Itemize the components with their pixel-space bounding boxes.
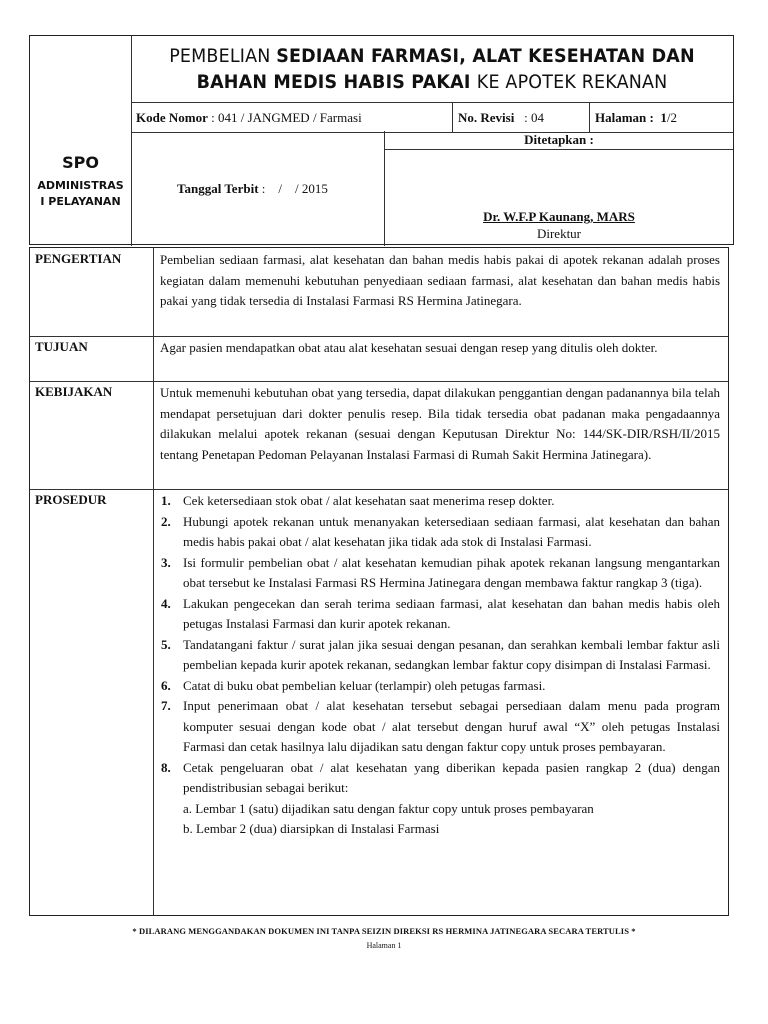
halaman-value-rest: /2: [666, 110, 677, 125]
footer-page-number: Halaman 1: [366, 941, 402, 950]
title-line2-bold: BAHAN MEDIS HABIS PAKAI: [196, 71, 477, 93]
step-text: Isi formulir pembelian obat / alat kesehatan kemudian pihak apotek rekanan langsung mengantarkan obat tersebut ke Instalasi Farmasi RS Hermina Jatinegara dengan membawa faktur rangkap 3 (tiga).: [183, 554, 720, 590]
tanggal-terbit-label: Tanggal Terbit: [177, 181, 259, 196]
step-text: Cetak pengeluaran obat / alat kesehatan yang diberikan kepada pasien rangkap 2 (dua) dengan pendistribusian sebagai berikut:: [183, 759, 720, 795]
pengertian-text: Pembelian sediaan farmasi, alat kesehatan dan bahan medis habis pakai di apotek rekanan adalah proses kegiatan dalam memenuhi kebutuhan penyediaan sediaan farmasi, alat kesehatan dan bahan medis habis pakai yang tidak tersedia di Instalasi Farmasi RS Hermina Jatinegara.: [160, 252, 720, 308]
ditetapkan-label: Ditetapkan :: [385, 131, 733, 150]
halaman-value-bold: 1: [660, 110, 667, 125]
halaman-label: Halaman :: [595, 110, 654, 125]
prosedur-step: [160, 696, 720, 758]
pengertian-label: PENGERTIAN: [35, 251, 122, 266]
spo-cell: [30, 131, 132, 246]
step-number: 7.: [161, 698, 171, 713]
tujuan-label: TUJUAN: [35, 339, 88, 354]
step-text: Input penerimaan obat / alat kesehatan tersebut sebagai persediaan dalam menu pada program komputer sesuai dengan kode obat / alat tersebut dengan huruf awal “X” oleh petugas Instalasi Farmasi dan cetak hasilnya lalu dijadikan satu dengan faktur copy untuk proses pembayaran.: [183, 698, 720, 754]
document-header: [29, 35, 734, 245]
step-text: Lakukan pengecekan dan serah terima sediaan farmasi, alat kesehatan dan bahan medis habis oleh petugas Instalasi Farmasi dan kurir apotek rekanan.: [183, 595, 720, 631]
title-line1-normal: PEMBELIAN: [169, 45, 277, 67]
revisi-cell: [453, 103, 590, 132]
signer-name: Dr. W.F.P Kaunang, MARS: [483, 209, 635, 224]
footer-warning: * DILARANG MENGGANDAKAN DOKUMEN INI TANPA SEIZIN DIREKSI RS HERMINA JATINEGARA SECARA TERTULIS *: [132, 926, 636, 936]
step-text: Hubungi apotek rekanan untuk menanyakan ketersediaan sediaan farmasi, alat kesehatan dan bahan medis habis pakai obat / alat kesehatan jika tidak ada stok di Instalasi Farmasi.: [183, 513, 720, 549]
document-meta-row: [131, 102, 733, 133]
title-line1-bold: SEDIAAN FARMASI, ALAT KESEHATAN DAN: [276, 45, 695, 67]
section-kebijakan: [30, 381, 728, 490]
prosedur-step: [160, 758, 720, 799]
prosedur-step: [160, 594, 720, 635]
spo-subtitle-line1: ADMINISTRAS: [37, 179, 124, 192]
document-title: [155, 36, 709, 101]
prosedur-sub-item-b: b. Lembar 2 (dua) diarsipkan di Instalasi Farmasi: [183, 821, 440, 836]
section-prosedur: [30, 489, 728, 915]
revisi-value: : 04: [524, 110, 544, 125]
document-body-table: [29, 247, 729, 916]
logo-cell: [30, 36, 132, 131]
spo-subtitle-line2: I PELAYANAN: [40, 195, 121, 208]
prosedur-step: [160, 635, 720, 676]
prosedur-sub-item-a: a. Lembar 1 (satu) dijadikan satu dengan faktur copy untuk proses pembayaran: [183, 800, 594, 816]
step-number: 1.: [161, 493, 171, 508]
ditetapkan-cell: [385, 131, 733, 246]
prosedur-content: [160, 491, 720, 840]
kode-nomor-cell: [131, 103, 453, 132]
prosedur-step: [160, 512, 720, 553]
step-number: 2.: [161, 513, 171, 529]
prosedur-step: [160, 553, 720, 594]
step-text: Catat di buku obat pembelian keluar (terlampir) oleh petugas farmasi.: [183, 677, 546, 693]
spo-subtitle: [30, 178, 131, 210]
step-number: 5.: [161, 636, 171, 652]
section-tujuan: [30, 336, 728, 382]
prosedur-label: PROSEDUR: [35, 492, 107, 507]
prosedur-step: [160, 491, 720, 512]
tanggal-terbit-cell: [131, 131, 385, 246]
step-text: Cek ketersediaan stok obat / alat kesehatan saat menerima resep dokter.: [183, 493, 555, 508]
section-pengertian: [30, 248, 728, 337]
signer-title: Direktur: [536, 226, 582, 241]
halaman-cell: [590, 103, 733, 132]
prosedur-steps: [160, 491, 720, 799]
step-text: Tandatangani faktur / surat jalan jika sesuai dengan pesanan, dan serahkan kembali lembar faktur asli pembelian kepada kurir apotek rekanan, sedangkan lembar faktur copy disimpan di Instalasi Farmasi.: [183, 636, 720, 672]
step-number: 4.: [161, 595, 171, 611]
revisi-label: No. Revisi: [458, 110, 515, 125]
prosedur-step: [160, 676, 720, 697]
spo-title: SPO: [62, 153, 99, 172]
step-number: 8.: [161, 759, 171, 775]
tanggal-terbit-value: : / / 2015: [261, 181, 328, 196]
kebijakan-label: KEBIJAKAN: [35, 384, 113, 399]
title-line2-normal: KE APOTEK REKANAN: [476, 71, 668, 93]
kode-nomor-label: Kode Nomor: [136, 110, 208, 125]
tujuan-text: Agar pasien mendapatkan obat atau alat kesehatan sesuai dengan resep yang ditulis oleh dokter.: [160, 340, 658, 355]
kode-nomor-value: : 041 / JANGMED / Farmasi: [211, 110, 362, 125]
step-number: 6.: [161, 677, 171, 693]
step-number: 3.: [161, 554, 171, 570]
kebijakan-text: Untuk memenuhi kebutuhan obat yang tersedia, dapat dilakukan penggantian dengan padanannya bila telah mendapat persetujuan dari dokter penulis resep. Bila tidak tersedia obat padanan maka pengadaannya dilakukan melalui apotek rekanan (sesuai dengan Keputusan Direktur No: 144/SK-DIR/RSH/II/2015 tentang Penetapan Pedoman Pelayanan Instalasi Farmasi di Rumah Sakit Hermina Jatinegara).: [160, 385, 720, 462]
